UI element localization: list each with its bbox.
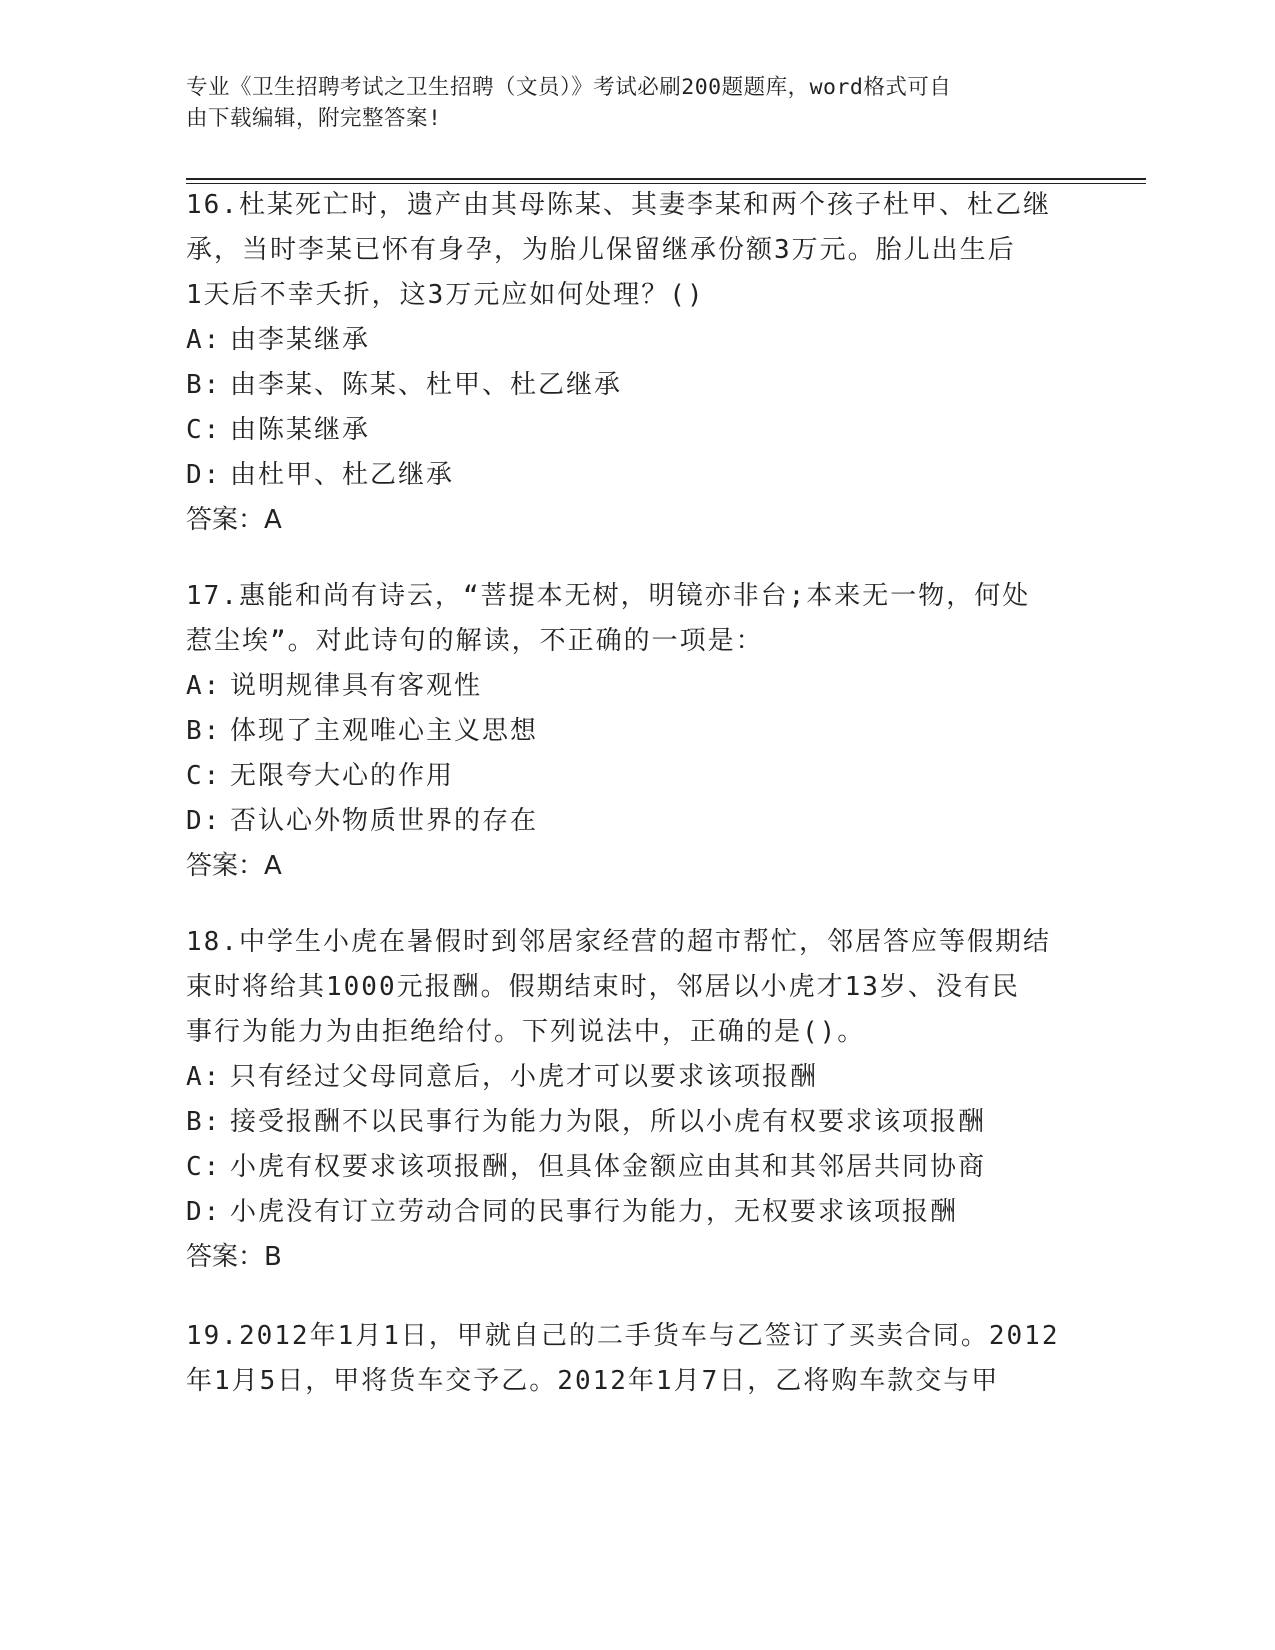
answer: 答案：B [186,1242,282,1272]
question-line: 19.2012年1月1日，甲就自己的二手货车与乙签订了买卖合同。2012 [186,1321,1060,1351]
question-19 [186,1314,1086,1404]
question-line: 1天后不幸夭折，这3万元应如何处理？() [186,280,705,310]
question-16 [186,183,1086,543]
option-text: 说明规律具有客观性 [230,671,483,701]
header-divider-thick [186,178,1146,180]
option-letter: A: [186,325,222,355]
option-d [186,453,1086,498]
option-d [186,799,1086,844]
option-letter: C: [186,415,222,445]
option-letter: D: [186,1197,222,1227]
option-letter: D: [186,460,222,490]
question-line: 17.惠能和尚有诗云，“菩提本无树，明镜亦非台;本来无一物，何处 [186,581,1031,611]
option-c [186,754,1086,799]
option-letter: A: [186,1062,222,1092]
option-letter: D: [186,806,222,836]
question-17 [186,574,1086,889]
option-letter: C: [186,1152,222,1182]
option-c [186,1145,1086,1190]
option-text: 由杜甲、杜乙继承 [230,460,455,490]
option-b [186,709,1086,754]
option-b [186,1100,1086,1145]
header-line-2: 由下载编辑，附完整答案! [186,106,442,131]
question-line: 18.中学生小虎在暑假时到邻居家经营的超市帮忙，邻居答应等假期结 [186,927,1051,957]
option-d [186,1190,1086,1235]
option-b [186,363,1086,408]
option-text: 小虎有权要求该项报酬，但具体金额应由其和其邻居共同协商 [230,1152,987,1182]
option-letter: A: [186,671,222,701]
option-letter: B: [186,716,222,746]
question-line: 惹尘埃”。对此诗句的解读，不正确的一项是： [186,626,764,656]
option-letter: C: [186,761,222,791]
option-a [186,1055,1086,1100]
question-line: 16.杜某死亡时，遗产由其母陈某、其妻李某和两个孩子杜甲、杜乙继 [186,190,1051,220]
question-18 [186,920,1086,1280]
question-line: 承，当时李某已怀有身孕，为胎儿保留继承份额3万元。胎儿出生后 [186,235,1016,265]
document-header [186,72,1066,134]
option-a [186,664,1086,709]
option-text: 接受报酬不以民事行为能力为限，所以小虎有权要求该项报酬 [230,1107,987,1137]
question-line: 束时将给其1000元报酬。假期结束时，邻居以小虎才13岁、没有民 [186,972,1020,1002]
question-line: 年1月5日，甲将货车交予乙。2012年1月7日，乙将购车款交与甲 [186,1366,1000,1396]
option-text: 体现了主观唯心主义思想 [230,716,539,746]
answer: 答案：A [186,505,282,535]
header-line-1: 专业《卫生招聘考试之卫生招聘（文员）》考试必刷200题题库，word格式可自 [186,75,952,100]
option-text: 小虎没有订立劳动合同的民事行为能力，无权要求该项报酬 [230,1197,959,1227]
option-letter: B: [186,370,222,400]
option-text: 由李某、陈某、杜甲、杜乙继承 [230,370,623,400]
question-line: 事行为能力为由拒绝给付。下列说法中，正确的是()。 [186,1017,866,1047]
option-text: 无限夸大心的作用 [230,761,455,791]
option-c [186,408,1086,453]
option-letter: B: [186,1107,222,1137]
option-text: 由陈某继承 [230,415,371,445]
option-text: 由李某继承 [230,325,371,355]
answer: 答案：A [186,851,282,881]
option-a [186,318,1086,363]
option-text: 只有经过父母同意后，小虎才可以要求该项报酬 [230,1062,819,1092]
option-text: 否认心外物质世界的存在 [230,806,539,836]
